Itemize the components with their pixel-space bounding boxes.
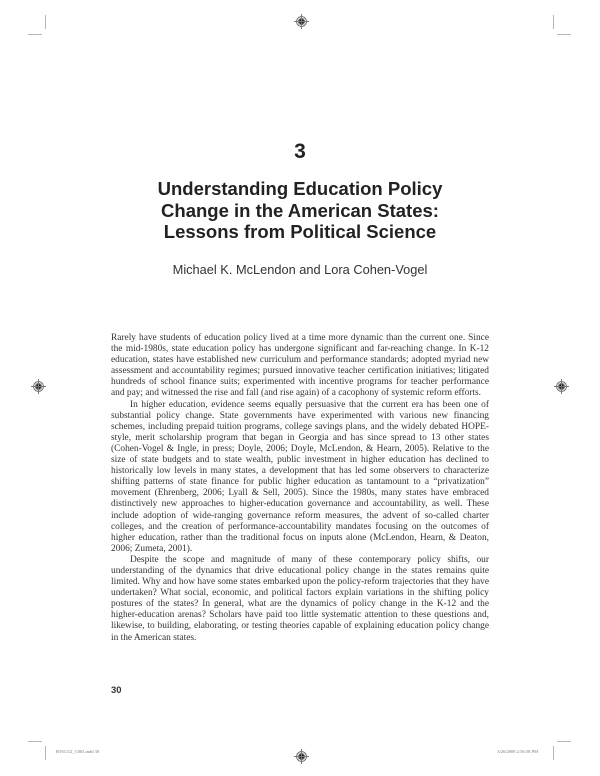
- registration-mark-left-icon: [33, 381, 44, 392]
- crop-mark-top-right-h: [557, 34, 571, 35]
- chapter-title-line: Lessons from Political Science: [163, 221, 437, 242]
- paragraph: Rarely have students of education policy lived at a time more dynamic than the current one. Since the mid-1980s, state education policy has undergone significant and far-reaching change. In K-12 education, states have established new curriculum and performance standards; adopted myriad new assessment and accountability regimes; pursued innovative teacher certification initiatives; litigated hundreds of school finance suits; experimented with incentive programs for teacher performance and pay; and witnessed the rise and fall (and rise again) of a cacophony of systemic reform efforts.: [111, 333, 489, 399]
- chapter-authors: Michael K. McLendon and Lora Cohen-Vogel: [172, 262, 428, 277]
- slug-timestamp: 3/26/2008 2:56:58 PM: [497, 749, 538, 754]
- crop-mark-top-left-v: [45, 15, 46, 29]
- crop-mark-bottom-right-v: [553, 746, 554, 760]
- chapter-title: [0, 178, 600, 243]
- crop-mark-bottom-right-h: [557, 741, 571, 742]
- crop-mark-bottom-left-v: [45, 746, 46, 760]
- registration-mark-right-icon: [556, 381, 567, 392]
- page-number: 30: [111, 685, 122, 696]
- crop-mark-bottom-left-h: [28, 741, 42, 742]
- paragraph: Despite the scope and magnitude of many of these contemporary policy shifts, our understanding of the dynamics that drive educational policy change in the states remains quite limited. Why and how have some states embarked upon the policy-reform trajectories that they have undertaken? What social, economic, and political factors explain variations in the shifting policy postures of the states? In general, what are the dynamics of policy change in the K-12 and the higher-education arenas? Scholars have paid too little systematic attention to these questions and, likewise, to building, elaborating, or testing theories capable of explaining education policy change in the American states.: [111, 554, 489, 643]
- crop-mark-top-left-h: [28, 34, 42, 35]
- crop-mark-top-right-v: [553, 15, 554, 29]
- body-text: [111, 333, 489, 644]
- registration-mark-bottom-icon: [296, 751, 307, 762]
- slug-file-name: RT61112_C003.indd 30: [56, 749, 100, 754]
- chapter-number: 3: [294, 140, 306, 163]
- registration-mark-top-icon: [296, 16, 307, 27]
- chapter-title-line: Understanding Education Policy: [157, 178, 443, 199]
- paragraph: In higher education, evidence seems equally persuasive that the current era has been one of substantial policy change. State governments have experimented with various new financing schemes, including prepaid tuition programs, college savings plans, and the widely debated HOPE-style, merit scholarship program that began in Georgia and has since spread to 13 other states (Cohen-Vogel & Ingle, in press; Doyle, 2006; Doyle, McLendon, & Hearn, 2005). Relative to the size of state budgets and to state wealth, public investment in higher education has declined to historically low levels in many states, a development that has led some observers to characterize shifting patterns of state finance for public higher education as tantamount to a “privatization” movement (Ehrenberg, 2006; Lyall & Sell, 2005). Since the 1980s, many states have embraced distinctively new approaches to higher-education governance and accountability, as well. These include adoption of wide-ranging governance reform measures, the advent of so-called charter colleges, and the creation of performance-accountability mandates focusing on the outcomes of higher education, rather than the traditional focus on inputs alone (McLendon, Hearn, & Deaton, 2006; Zumeta, 2001).: [111, 399, 489, 554]
- chapter-title-line: Change in the American States:: [161, 199, 439, 221]
